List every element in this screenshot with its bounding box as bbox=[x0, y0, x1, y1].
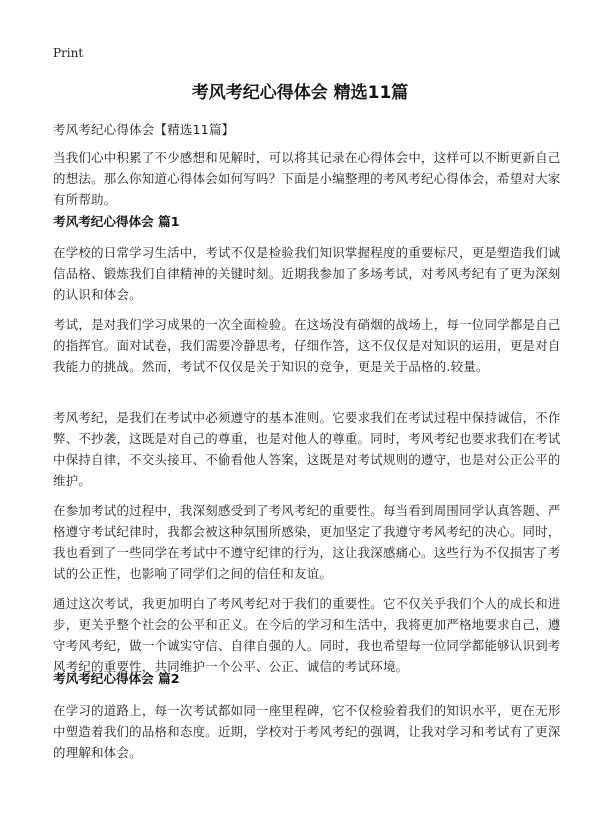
section-2-heading-block bbox=[53, 668, 573, 689]
section-paragraph: 通过这次考试，我更加明白了考风考纪对于我们的重要性。它不仅关乎我们个人的成长和进步，更关乎整个社会的公平和正义。在今后的学习和生活中，我将更加严格地要求自己，遵守考风考纪，做一个诚实守信、自律自强的人。同时，我也希望每一位同学都能够认识到考风考纪的重要性，共同维护一个公平、公正、诚信的考试环境。 bbox=[53, 596, 561, 674]
section-2-paragraph-1-block bbox=[53, 700, 573, 763]
section-paragraph: 考试，是对我们学习成果的一次全面检验。在这场没有硝烟的战场上，每一位同学都是自己的指挥官。面对试卷，我们需要冷静思考，仔细作答，这不仅仅是对知识的运用，更是对自我能力的挑战。然而，考试不仅仅是关于知识的竞争，更是关于品格的.较量。 bbox=[53, 317, 561, 374]
section-heading: 考风考纪心得体会 篇1 bbox=[53, 214, 180, 229]
section-paragraph: 考风考纪，是我们在考试中必须遵守的基本准则。它要求我们在考试过程中保持诚信，不作弊、不抄袭，这既是对自己的尊重，也是对他人的尊重。同时，考风考纪也要求我们在考试中保持自律，不交头接耳、不偷看他人答案，这既是对考试规则的遵守，也是对公正公平的维护。 bbox=[53, 410, 561, 488]
section-1-paragraph-1-block bbox=[53, 242, 573, 305]
section-1-paragraph-2-block bbox=[53, 314, 573, 377]
section-paragraph: 在学校的日常学习生活中，考试不仅是检验我们知识掌握程度的重要标尺，更是塑造我们诚信品格、锻炼我们自律精神的关键时刻。近期我参加了多场考试，对考风考纪有了更为深刻的认识和体会。 bbox=[53, 245, 561, 302]
intro-paragraph: 当我们心中积累了不少感想和见解时，可以将其记录在心得体会中，这样可以不断更新自己的想法。那么你知道心得体会如何写吗？下面是小编整理的考风考纪心得体会，希望对大家有所帮助。 bbox=[53, 150, 561, 207]
page-title: 考风考纪心得体会 精选11篇 bbox=[191, 83, 409, 103]
print-label[interactable]: Print bbox=[53, 46, 84, 60]
section-paragraph: 在学习的道路上，每一次考试都如同一座里程碑，它不仅检验着我们的知识水平，更在无形中塑造着我们的品格和态度。近期，学校对于考风考纪的强调，让我对学习和考试有了更深的理解和体会。 bbox=[53, 703, 561, 760]
intro-subtitle-block bbox=[53, 119, 573, 140]
section-1-paragraph-5-block bbox=[53, 593, 573, 677]
section-heading: 考风考纪心得体会 篇2 bbox=[53, 671, 180, 686]
section-1-paragraph-4-block bbox=[53, 500, 573, 584]
section-1-heading-block bbox=[53, 211, 573, 232]
intro-subtitle: 考风考纪心得体会【精选11篇】 bbox=[53, 122, 235, 137]
section-1-paragraph-3-block bbox=[53, 407, 573, 491]
section-paragraph: 在参加考试的过程中，我深刻感受到了考风考纪的重要性。每当看到周围同学认真答题、严格遵守考试纪律时，我都会被这种氛围所感染，更加坚定了我遵守考风考纪的决心。同时，我也看到了一些同学在考试中不遵守纪律的行为，这让我深感痛心。这些行为不仅损害了考试的公正性，也影响了同学们之间的信任和友谊。 bbox=[53, 503, 561, 581]
intro-block bbox=[53, 147, 573, 210]
